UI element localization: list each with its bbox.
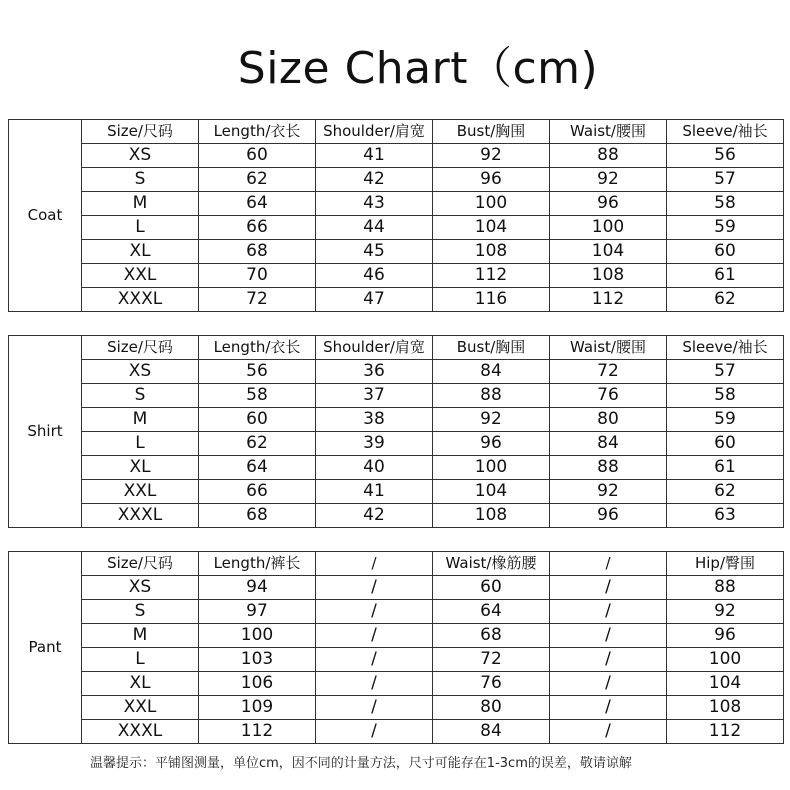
measurement-cell: 57 [667,168,784,192]
measurement-cell: 104 [550,240,667,264]
measurement-cell: 58 [667,192,784,216]
table-row [9,624,784,648]
size-cell: XL [82,240,199,264]
measurement-cell: 41 [316,144,433,168]
measurement-cell: / [316,576,433,600]
measurement-cell: 88 [667,576,784,600]
measurement-cell: 68 [199,504,316,528]
table-row [9,216,784,240]
table-row [9,504,784,528]
category-label: Coat [9,120,82,312]
measurement-cell: 96 [550,504,667,528]
page-title: Size Chart（cm) [237,43,599,94]
measurement-footnote: 温馨提示：平铺图测量，单位cm，因不同的计量方法，尺寸可能存在1-3cm的误差，敬请谅解 [90,756,632,771]
measurement-cell: 61 [667,456,784,480]
column-header: Bust/胸围 [433,120,550,144]
column-header: Waist/橡筋腰 [433,552,550,576]
table-row [9,648,784,672]
measurement-cell: 43 [316,192,433,216]
measurement-cell: 36 [316,360,433,384]
table-header-row [9,552,784,576]
column-header: Size/尺码 [82,336,199,360]
measurement-cell: 80 [433,696,550,720]
table-row [9,264,784,288]
measurement-cell: 92 [550,168,667,192]
size-cell: XXXL [82,720,199,744]
measurement-cell: 59 [667,408,784,432]
column-header: Sleeve/袖长 [667,120,784,144]
column-header: Sleeve/袖长 [667,336,784,360]
category-label: Pant [9,552,82,744]
measurement-cell: 42 [316,168,433,192]
measurement-cell: 84 [433,720,550,744]
measurement-cell: 108 [667,696,784,720]
measurement-cell: 40 [316,456,433,480]
measurement-cell: 37 [316,384,433,408]
measurement-cell: 42 [316,504,433,528]
table-row [9,720,784,744]
measurement-cell: 66 [199,480,316,504]
size-cell: L [82,432,199,456]
size-cell: XXL [82,696,199,720]
size-cell: M [82,408,199,432]
measurement-cell: 96 [433,168,550,192]
table-row [9,240,784,264]
measurement-cell: / [316,600,433,624]
measurement-cell: 72 [199,288,316,312]
table-row [9,168,784,192]
measurement-cell: 68 [433,624,550,648]
size-cell: XS [82,576,199,600]
column-header: Size/尺码 [82,120,199,144]
measurement-cell: 58 [667,384,784,408]
measurement-cell: 62 [667,288,784,312]
column-header: Shoulder/肩宽 [316,336,433,360]
measurement-cell: 72 [550,360,667,384]
measurement-cell: 61 [667,264,784,288]
table-row [9,432,784,456]
measurement-cell: 60 [199,144,316,168]
measurement-cell: 88 [433,384,550,408]
measurement-cell: 66 [199,216,316,240]
size-cell: XXL [82,480,199,504]
column-header: Waist/腰围 [550,120,667,144]
measurement-cell: 38 [316,408,433,432]
table-row [9,672,784,696]
measurement-cell: 108 [433,504,550,528]
measurement-cell: 46 [316,264,433,288]
measurement-cell: / [550,624,667,648]
coat-size-table [8,119,784,312]
table-row [9,456,784,480]
measurement-cell: 100 [550,216,667,240]
column-header: Length/衣长 [199,336,316,360]
size-cell: L [82,648,199,672]
size-cell: XS [82,144,199,168]
measurement-cell: 57 [667,360,784,384]
table-row [9,408,784,432]
measurement-cell: 106 [199,672,316,696]
measurement-cell: 104 [433,480,550,504]
measurement-cell: 108 [433,240,550,264]
measurement-cell: 63 [667,504,784,528]
measurement-cell: 112 [550,288,667,312]
measurement-cell: 45 [316,240,433,264]
measurement-cell: 112 [433,264,550,288]
measurement-cell: 68 [199,240,316,264]
measurement-cell: 60 [667,432,784,456]
measurement-cell: 41 [316,480,433,504]
measurement-cell: 60 [433,576,550,600]
size-cell: M [82,624,199,648]
column-header: Bust/胸围 [433,336,550,360]
measurement-cell: 88 [550,144,667,168]
measurement-cell: 96 [433,432,550,456]
measurement-cell: 88 [550,456,667,480]
measurement-cell: 92 [433,144,550,168]
measurement-cell: / [550,672,667,696]
measurement-cell: 62 [667,480,784,504]
measurement-cell: 62 [199,168,316,192]
column-header: Length/裤长 [199,552,316,576]
size-cell: S [82,168,199,192]
measurement-cell: 92 [550,480,667,504]
table-row [9,192,784,216]
measurement-cell: / [550,648,667,672]
column-header: Length/衣长 [199,120,316,144]
measurement-cell: 62 [199,432,316,456]
measurement-cell: 56 [667,144,784,168]
measurement-cell: 56 [199,360,316,384]
measurement-cell: 76 [550,384,667,408]
measurement-cell: / [550,720,667,744]
column-header: Size/尺码 [82,552,199,576]
column-header: Waist/腰围 [550,336,667,360]
measurement-cell: 64 [199,456,316,480]
size-cell: S [82,600,199,624]
column-header: Hip/臀围 [667,552,784,576]
measurement-cell: 100 [199,624,316,648]
measurement-cell: / [316,696,433,720]
column-header: / [316,552,433,576]
measurement-cell: 100 [667,648,784,672]
measurement-cell: 84 [433,360,550,384]
measurement-cell: 104 [433,216,550,240]
measurement-cell: / [550,576,667,600]
measurement-cell: 64 [433,600,550,624]
measurement-cell: 103 [199,648,316,672]
shirt-size-table [8,335,784,528]
measurement-cell: 94 [199,576,316,600]
table-row [9,576,784,600]
size-cell: L [82,216,199,240]
measurement-cell: 58 [199,384,316,408]
measurement-cell: / [316,624,433,648]
measurement-cell: 108 [550,264,667,288]
size-cell: S [82,384,199,408]
measurement-cell: 112 [667,720,784,744]
size-cell: XL [82,456,199,480]
size-cell: M [82,192,199,216]
measurement-cell: 96 [550,192,667,216]
measurement-cell: 92 [433,408,550,432]
measurement-cell: 59 [667,216,784,240]
table-header-row [9,336,784,360]
size-cell: XXL [82,264,199,288]
measurement-cell: 70 [199,264,316,288]
size-cell: XL [82,672,199,696]
measurement-cell: 112 [199,720,316,744]
measurement-cell: 64 [199,192,316,216]
measurement-cell: 80 [550,408,667,432]
measurement-cell: 116 [433,288,550,312]
category-label: Shirt [9,336,82,528]
column-header: / [550,552,667,576]
size-cell: XXXL [82,504,199,528]
measurement-cell: 60 [199,408,316,432]
measurement-cell: / [550,600,667,624]
size-cell: XS [82,360,199,384]
measurement-cell: 84 [550,432,667,456]
table-row [9,384,784,408]
measurement-cell: 109 [199,696,316,720]
table-row [9,480,784,504]
table-row [9,600,784,624]
size-cell: XXXL [82,288,199,312]
table-row [9,288,784,312]
measurement-cell: 100 [433,192,550,216]
measurement-cell: / [316,720,433,744]
measurement-cell: / [550,696,667,720]
measurement-cell: 39 [316,432,433,456]
table-row [9,144,784,168]
table-header-row [9,120,784,144]
measurement-cell: 72 [433,648,550,672]
measurement-cell: 97 [199,600,316,624]
table-row [9,360,784,384]
pant-size-table [8,551,784,744]
measurement-cell: 47 [316,288,433,312]
table-row [9,696,784,720]
measurement-cell: 96 [667,624,784,648]
measurement-cell: 104 [667,672,784,696]
column-header: Shoulder/肩宽 [316,120,433,144]
measurement-cell: / [316,672,433,696]
measurement-cell: 60 [667,240,784,264]
measurement-cell: 44 [316,216,433,240]
measurement-cell: 92 [667,600,784,624]
measurement-cell: 76 [433,672,550,696]
measurement-cell: 100 [433,456,550,480]
measurement-cell: / [316,648,433,672]
